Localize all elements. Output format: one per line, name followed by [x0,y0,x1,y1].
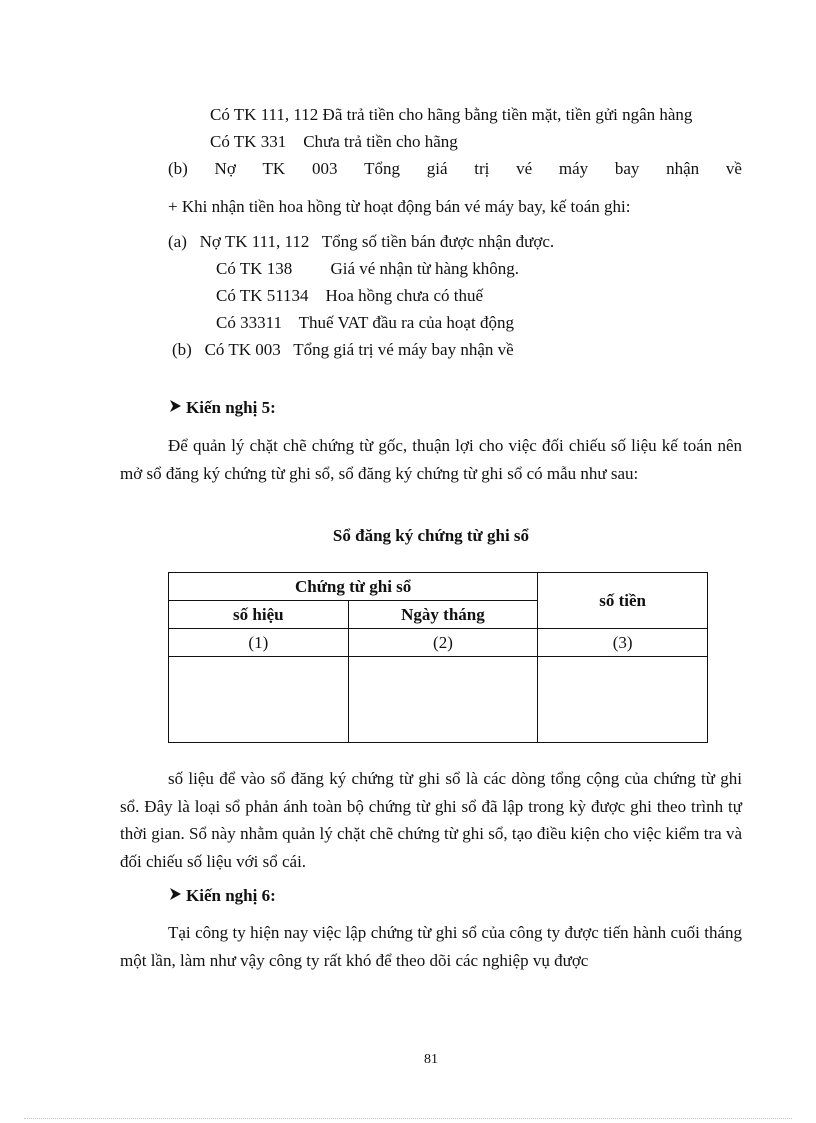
table-header-number: số hiệu [169,601,349,629]
table-col-index-2: (2) [348,629,538,657]
register-table [168,572,708,743]
entry-line-8: Có 33311 Thuế VAT đầu ra của hoạt động [216,313,514,332]
entry-line-5: (a) Nợ TK 111, 112 Tổng số tiền bán được nhận được. [168,232,555,251]
section-5-paragraph [120,432,742,487]
section-6-heading-text: Kiến nghị 6: [186,886,276,905]
entry-line-3 [168,158,742,180]
entry-line-2: Có TK 331 Chưa trả tiền cho hãng [210,132,458,151]
table-empty-cell [538,657,708,743]
entry-line-3-word: bay [614,159,640,178]
table-group-header: Chứng từ ghi sổ [169,573,538,601]
section-6-heading [168,885,276,907]
entry-line-9: (b) Có TK 003 Tổng giá trị vé máy bay nhận về [172,340,514,359]
section-6-paragraph-text: Tại công ty hiện nay việc lập chứng từ ghi sổ của công ty được tiến hành cuối tháng một lần, làm như vậy công ty rất khó để theo dõi các nghiệp vụ được [120,923,742,970]
entry-line-3-word: trị [474,159,490,178]
entry-line-7: Có TK 51134 Hoa hồng chưa có thuế [216,286,484,305]
entry-line-1: Có TK 111, 112 Đã trả tiền cho hãng bằng tiền mặt, tiền gửi ngân hàng [210,105,693,124]
entry-line-6: Có TK 138 Giá vé nhận từ hàng không. [216,259,520,278]
entry-line-3-word: TK [262,159,286,178]
entry-line-3-word: nhận [666,159,700,178]
page-number: 81 [424,1052,438,1067]
register-title: Sổ đăng ký chứng từ ghi sổ [332,526,530,545]
entry-line-3-word: 003 [311,159,338,178]
arrow-bullet-icon [168,397,182,419]
table-header-amount: số tiền [538,573,708,629]
entry-line-3-word: giá [426,159,448,178]
table-empty-cell [169,657,349,743]
table-empty-cell [348,657,538,743]
table-header-date: Ngày tháng [348,601,538,629]
entry-line-3-word: Tổng [364,159,401,178]
after-table-paragraph [120,765,742,875]
arrow-bullet-icon [168,885,182,907]
table-col-index-3: (3) [538,629,708,657]
after-table-paragraph-text: số liệu để vào sổ đăng ký chứng từ ghi sổ là các dòng tổng cộng của chứng từ ghi sổ. Đây là loại sổ phản ánh toàn bộ chứng từ ghi sổ đã lập trong kỳ được ghi theo trình tự thời gian. Sổ này nhằm quản lý chặt chẽ chứng từ ghi sổ, tạo điều kiện cho việc kiểm tra và đối chiếu số liệu với sổ cái. [120,769,742,871]
section-5-heading [168,397,276,419]
entry-line-4: + Khi nhận tiền hoa hồng từ hoạt động bán vé máy bay, kế toán ghi: [168,197,631,216]
entry-line-3-word: máy [558,159,589,178]
entry-line-3-word: về [725,159,742,178]
entry-line-3-word: (b) [168,159,188,178]
entry-line-3-word: vé [516,159,533,178]
entry-line-3-word: Nợ [214,159,236,178]
table-col-index-1: (1) [169,629,349,657]
section-6-paragraph [120,919,742,974]
section-5-heading-text: Kiến nghị 5: [186,398,276,417]
section-5-paragraph-text: Để quản lý chặt chẽ chứng từ gốc, thuận lợi cho việc đối chiếu số liệu kế toán nên mở sổ đăng ký chứng từ ghi sổ, sổ đăng ký chứng từ ghi sổ có mẫu như sau: [120,436,742,483]
footer-divider [24,1118,792,1119]
